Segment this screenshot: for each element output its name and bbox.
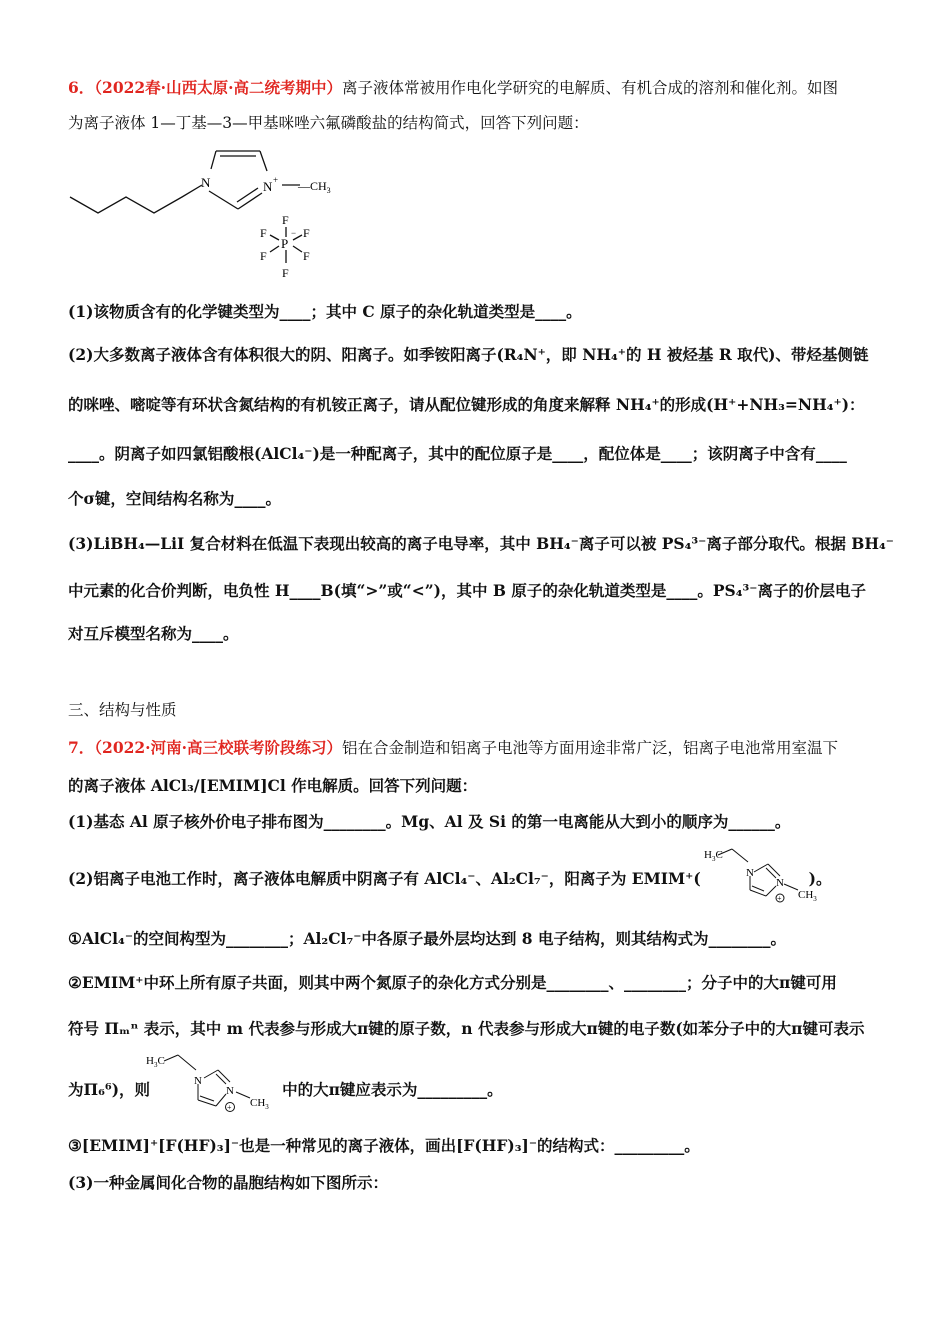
q6-intro-line1 <box>68 78 838 98</box>
q7-intro-line1 <box>68 738 838 758</box>
f-right-down: F <box>303 249 310 263</box>
butyl-chain <box>70 185 202 213</box>
blank: ____ <box>660 444 692 463</box>
q6-p1-b: ；其中 C 原子的杂化轨道类型是 <box>310 302 536 321</box>
blank: ______ <box>728 812 775 831</box>
q6-part3-line1: (3)LiBH₄—LiI 复合材料在低温下表现出较高的离子电导率，其中 BH₄⁻离子可以被 PS₄³⁻离子部分取代。根据 BH₄⁻ <box>68 534 894 553</box>
blank: ____ <box>666 581 698 600</box>
q7-c2l3b: 中的大π键应表示为 <box>282 1080 418 1099</box>
blank: ____ <box>815 444 847 463</box>
blank: ____ <box>279 302 311 321</box>
q6-p2-l3: 。阴离子如四氯铝酸根(AlCl₄⁻)是一种配离子，其中的配位原子是 <box>99 444 553 463</box>
ring-bond-c2-n1 <box>209 191 238 209</box>
emim1-n1: N <box>746 867 754 879</box>
f-top: F <box>282 213 289 227</box>
emim2-c: C <box>157 1055 165 1067</box>
q7-number: 7． <box>68 738 95 757</box>
emim2-ch3 <box>250 1097 269 1111</box>
emim-structure-1 <box>704 846 817 908</box>
q7-p2a: (2)铝离子电池工作时，离子液体电解质中阴离子有 AlCl₄⁻、Al₂Cl₇⁻，阳离子为 EMIM⁺( <box>68 869 701 888</box>
p-minus: − <box>291 228 297 238</box>
q7-c2c: ；分子中的大π键可用 <box>685 973 837 992</box>
blank: _________ <box>417 1080 488 1099</box>
q7-sub2-line1 <box>68 973 837 993</box>
q7-source: （2022·河南·高三校联考阶段练习） <box>94 738 342 757</box>
emim2-ch: CH <box>250 1097 266 1109</box>
q6-p2-l3c: ；该阴离子中含有 <box>691 444 816 463</box>
q6-p3-l2b: B(填“>”或“<”)，其中 B 原子的杂化轨道类型是 <box>320 581 667 600</box>
emim1-h: H <box>704 849 712 861</box>
q7-c2a: ②EMIM⁺中环上所有原子共面，则其中两个氮原子的杂化方式分别是 <box>68 973 547 992</box>
f-left-up: F <box>260 226 267 240</box>
f-left-down: F <box>260 249 267 263</box>
emim2-h3c <box>146 1055 165 1069</box>
q7-c3end: 。 <box>684 1136 700 1155</box>
q7-part1 <box>68 812 790 832</box>
f-bottom: F <box>282 266 289 280</box>
q6-part1 <box>68 302 582 322</box>
emim2-h: H <box>146 1055 154 1067</box>
section-heading: 三、结构与性质 <box>68 701 177 719</box>
q6-p3-l2a: 中元素的化合价判断，电负性 H <box>68 581 290 600</box>
q7-p1b: 。Mg、Al 及 Si 的第一电离能从大到小的顺序为 <box>385 812 729 831</box>
q7-intro1: 铝在合金制造和铝离子电池等方面用途非常广泛，铝离子电池常用室温下 <box>341 739 838 757</box>
p-f-left-up <box>270 235 279 240</box>
q6-intro1: 离子液体常被用作电化学研究的电解质、有机合成的溶剂和催化剂。如图 <box>341 79 838 97</box>
q7-intro-line2: 的离子液体 AlCl₃/[EMIM]Cl 作电解质。回答下列问题： <box>68 776 478 795</box>
blank: ____ <box>68 444 99 463</box>
ring-bond-c4-n3 <box>260 151 267 171</box>
q6-number: 6． <box>68 78 95 97</box>
q7-c1c: 。 <box>770 929 787 948</box>
emim1-ch-sub: 3 <box>813 895 817 903</box>
blank: ____ <box>234 489 266 508</box>
q6-part3-line2 <box>68 581 866 601</box>
emim1-h3c <box>704 849 723 863</box>
ring-bond-n1-c5 <box>211 151 216 169</box>
q6-p3-l3a: 对互斥模型名称为 <box>68 624 193 643</box>
q6-part2-line3 <box>68 444 847 464</box>
methyl-sub: 3 <box>326 186 331 195</box>
q7-part3: (3)一种金属间化合物的晶胞结构如下图所示： <box>68 1173 388 1192</box>
q6-part2-line2: 的咪唑、嘧啶等有环状含氮结构的有机铵正离子，请从配位键形成的角度来解释 NH₄⁺的形成(H⁺+NH₃=NH₄⁺)： <box>68 395 865 414</box>
q7-p1c: 。 <box>774 812 791 831</box>
p-f-left-down <box>270 246 279 252</box>
blank: ________ <box>226 929 289 948</box>
blank: ________ <box>323 812 386 831</box>
q7-c1a: ①AlCl₄⁻的空间构型为 <box>68 929 227 948</box>
q7-c2l3c: 。 <box>487 1080 503 1099</box>
emim2-ch-sub: 3 <box>265 1103 269 1111</box>
q7-sub2-line2: 符号 Πₘⁿ 表示，其中 m 代表参与形成大π键的原子数，n 代表参与形成大π键的电子数(如苯分子中的大π键可表示 <box>68 1019 865 1038</box>
q7-c2l3a: 为Π₆⁶)，则 <box>68 1080 151 1099</box>
methyl-label <box>297 179 331 195</box>
q6-source: （2022春·山西太原·高二统考期中） <box>94 78 342 97</box>
q7-p2b: )。 <box>808 869 832 888</box>
q6-intro-line2: 为离子液体 1—丁基—3—甲基咪唑六氟磷酸盐的结构简式，回答下列问题： <box>68 114 589 132</box>
q6-part2-line4 <box>68 489 281 509</box>
q6-p2-l4a: 个σ键，空间结构名称为 <box>68 489 235 508</box>
ring-bond-n3-c2 <box>238 193 262 209</box>
emim1-ch: CH <box>798 889 814 901</box>
blank: ____ <box>552 444 584 463</box>
n3-plus: + <box>273 175 279 185</box>
q7-sub1 <box>68 929 786 949</box>
p-label: P <box>281 236 289 251</box>
emim-structure-2 <box>146 1052 276 1118</box>
emim2-n1: N <box>194 1075 202 1087</box>
q7-sub3 <box>68 1136 700 1156</box>
blank: _________ <box>614 1136 685 1155</box>
emim1-n3: N <box>776 877 784 889</box>
q6-p3-l3b: 。 <box>223 624 239 643</box>
blank: ________ <box>623 973 686 992</box>
q6-p3-l2c: 。PS₄³⁻离子的价层电子 <box>697 581 866 600</box>
emim1-h-sub: 3 <box>711 855 716 863</box>
p-f-right-down <box>293 246 302 252</box>
blank: ____ <box>535 302 567 321</box>
q7-c2b: 、 <box>608 973 624 992</box>
q6-p1-a: (1)该物质含有的化学键类型为 <box>68 302 280 321</box>
f-right-up: F <box>303 226 310 240</box>
methyl-ch: —CH <box>298 179 327 193</box>
emim2-h-sub: 3 <box>153 1061 158 1069</box>
q7-c1b: ；Al₂Cl₇⁻中各原子最外层均达到 8 电子结构，则其结构式为 <box>288 929 709 948</box>
q6-p1-c: 。 <box>566 302 582 321</box>
n1-label: N <box>201 175 211 190</box>
q7-c3: ③[EMIM]⁺[F(HF)₃]⁻也是一种常见的离子液体，画出[F(HF)₃]⁻的结构式： <box>68 1136 615 1155</box>
blank: ____ <box>289 581 321 600</box>
blank: ________ <box>708 929 771 948</box>
q7-p1a: (1)基态 Al 原子核外价电子排布图为 <box>68 812 324 831</box>
bmim-pf6-structure <box>62 145 362 285</box>
blank: ________ <box>546 973 609 992</box>
emim1-ch3 <box>798 889 817 903</box>
n3-label: N <box>263 179 273 194</box>
blank: ____ <box>192 624 224 643</box>
emim1-c: C <box>715 849 723 861</box>
q6-part3-line3 <box>68 624 239 644</box>
emim2-n3: N <box>226 1085 234 1097</box>
q6-p2-l4b: 。 <box>265 489 281 508</box>
ring-double-n3-c2 <box>237 188 258 202</box>
q7-sub2-line3 <box>68 1080 503 1100</box>
emim1-plus: + <box>777 894 782 903</box>
emim2-plus: + <box>227 1103 232 1112</box>
q6-part2-line1: (2)大多数离子液体含有体积很大的阴、阳离子。如季铵阳离子(R₄N⁺，即 NH₄⁺的 H 被烃基 R 取代)、带烃基侧链 <box>68 345 869 364</box>
q6-p2-l3b: ，配位体是 <box>583 444 661 463</box>
